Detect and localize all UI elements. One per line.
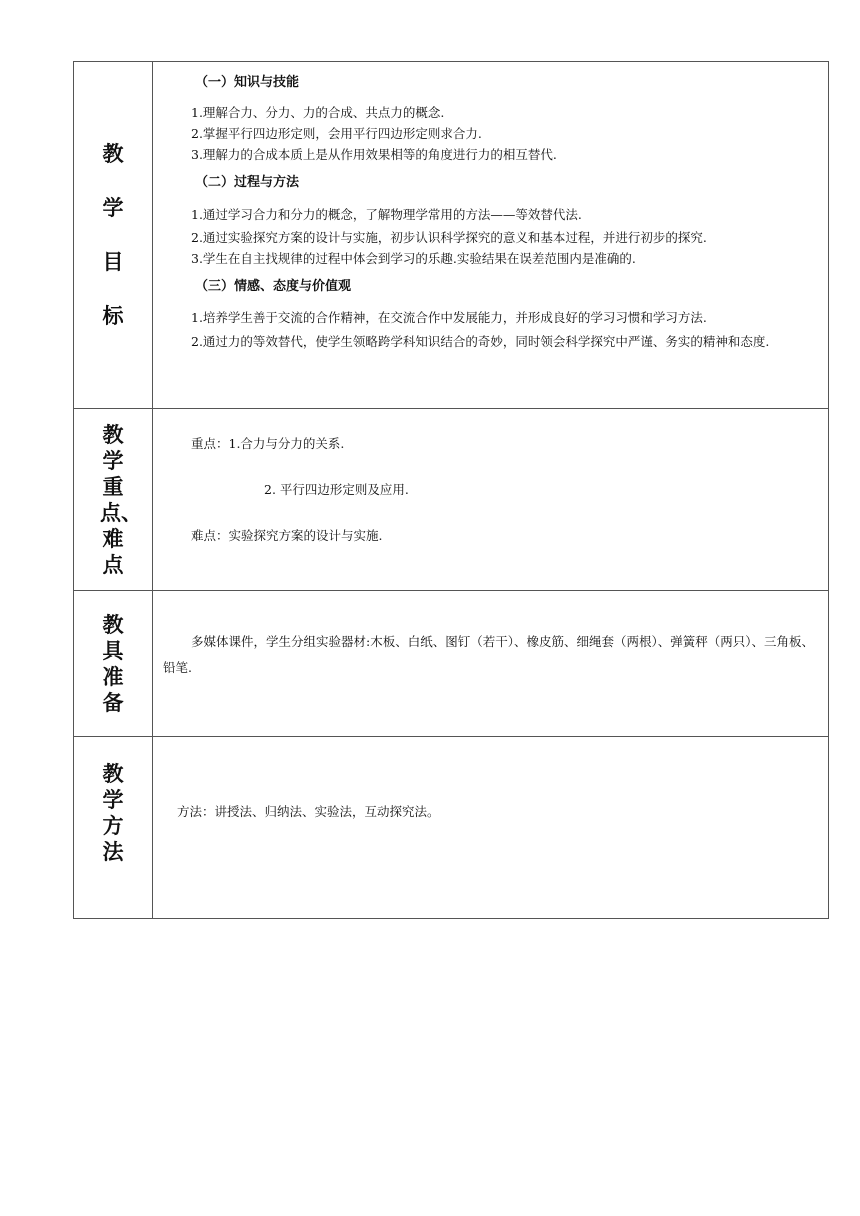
difficulty-line: 难点：实验探究方案的设计与实施. — [191, 528, 383, 543]
key-point-line: 重点：1.合力与分力的关系. — [191, 436, 345, 451]
materials-content — [153, 591, 829, 737]
objectives-label-cell — [74, 62, 153, 409]
objective-item: 2.掌握平行四边形定则，会用平行四边形定则求合力. — [191, 126, 482, 141]
key-points-row — [74, 409, 829, 591]
materials-label: 教具准备 — [102, 612, 124, 715]
materials-label-cell — [74, 591, 153, 737]
section-heading: （三）情感、态度与价值观 — [195, 279, 352, 294]
objectives-row — [74, 62, 829, 409]
objective-item: 2.通过实验探究方案的设计与实施，初步认识科学探究的意义和基本过程，并进行初步的探究. — [191, 230, 707, 245]
objective-item: 3.学生在自主找规律的过程中体会到学习的乐趣.实验结果在误差范围内是准确的. — [191, 251, 636, 266]
methods-row — [74, 737, 829, 919]
objective-item: 2.通过力的等效替代，使学生领略跨学科知识结合的奇妙，同时领会科学探究中严谨、务实的精神和态度. — [191, 334, 770, 349]
materials-row — [74, 591, 829, 737]
objective-item: 1.培养学生善于交流的合作精神，在交流合作中发展能力，并形成良好的学习习惯和学习方法. — [191, 310, 707, 325]
objective-item: 1.通过学习合力和分力的概念，了解物理学常用的方法——等效替代法. — [191, 207, 582, 222]
methods-label: 教学方法 — [102, 761, 124, 864]
key-point-line: 2. 平行四边形定则及应用. — [264, 482, 409, 497]
section-heading: （一）知识与技能 — [195, 75, 300, 90]
key-points-label: 教学重点、难点 — [100, 422, 142, 577]
methods-content — [153, 737, 829, 919]
key-points-label-cell — [74, 409, 153, 591]
key-points-content — [153, 409, 829, 591]
methods-label-cell — [74, 737, 153, 919]
objective-item: 1.理解合力、分力、力的合成、共点力的概念. — [191, 105, 445, 120]
materials-text: 多媒体课件，学生分组实验器材:木板、白纸、图钉（若干）、橡皮筋、细绳套（两根）、弹簧秤（两只）、三角板、铅笔. — [163, 634, 814, 675]
objectives-content — [153, 62, 829, 409]
objective-item: 3.理解力的合成本质上是从作用效果相等的角度进行力的相互替代. — [191, 147, 557, 162]
objectives-label: 教学目标 — [102, 142, 124, 328]
section-heading: （二）过程与方法 — [195, 175, 300, 190]
lesson-plan-table — [73, 61, 829, 919]
methods-text: 方法：讲授法、归纳法、实验法，互动探究法。 — [177, 804, 440, 819]
